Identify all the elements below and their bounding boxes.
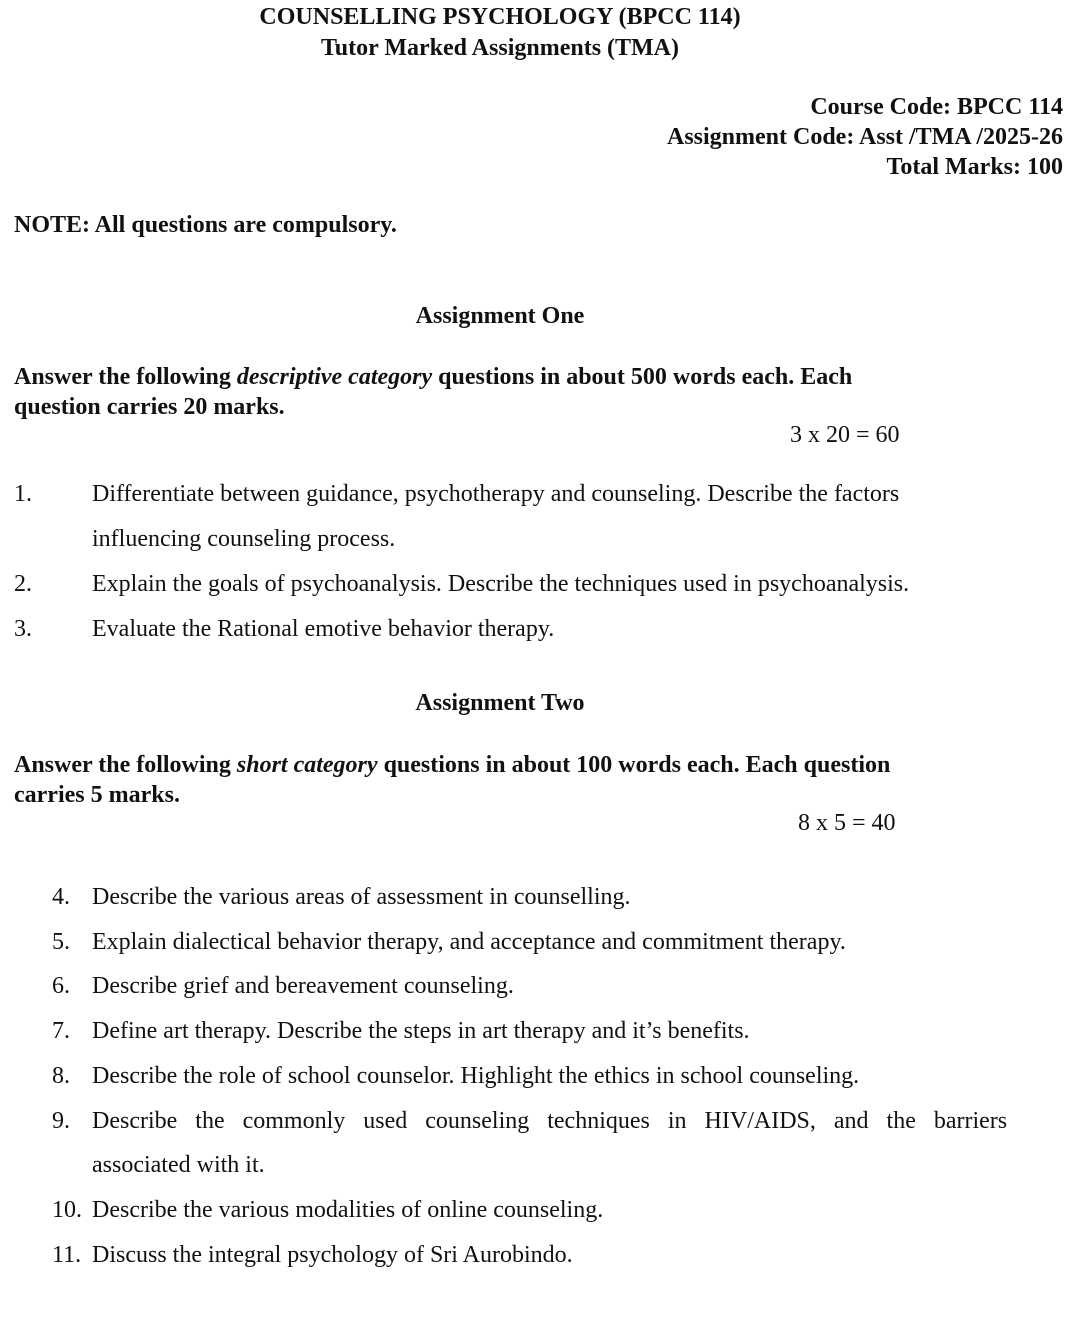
question-number: 5.	[52, 929, 70, 955]
assignment-code: Assignment Code: Asst /TMA /2025-26	[666, 124, 1063, 150]
question-number: 3.	[14, 616, 32, 642]
emphasis-text: descriptive category	[236, 364, 433, 390]
question-text: Define art therapy. Describe the steps in art therapy and it’s benefits.	[92, 1018, 750, 1044]
document-subtitle: Tutor Marked Assignments (TMA)	[320, 35, 680, 61]
question-text-continued: influencing counseling process.	[92, 526, 396, 552]
question-text-continued: associated with it.	[92, 1152, 265, 1178]
question-number: 11.	[52, 1242, 82, 1268]
question-text: Explain dialectical behavior therapy, and acceptance and commitment therapy.	[92, 929, 846, 955]
assignment-one-heading: Assignment One	[415, 303, 585, 329]
question-text: Describe the role of school counselor. Highlight the ethics in school counseling.	[92, 1063, 860, 1089]
assignment-two-heading: Assignment Two	[415, 690, 585, 716]
emphasis-text: short category	[236, 752, 378, 778]
question-number: 6.	[52, 973, 70, 999]
question-number: 1.	[14, 481, 32, 507]
assignment-two-instruction	[14, 750, 994, 810]
instruction-line-1: Answer the following short category questions in about 100 words each. Each question	[14, 752, 891, 778]
question-text: Explain the goals of psychoanalysis. Describe the techniques used in psychoanalysis.	[92, 571, 910, 597]
instruction-line-1: Answer the following descriptive category questions in about 500 words each. Each	[14, 364, 853, 390]
question-text: Evaluate the Rational emotive behavior therapy.	[92, 616, 555, 642]
assignment-one-marks: 3 x 20 = 60	[790, 422, 900, 448]
instruction-line-2: question carries 20 marks.	[14, 394, 285, 420]
assignment-two-marks: 8 x 5 = 40	[798, 810, 896, 836]
instruction-line-2: carries 5 marks.	[14, 782, 180, 808]
total-marks: Total Marks: 100	[886, 154, 1063, 180]
question-text: Describe the commonly used counseling techniques in HIV/AIDS, and the barriers	[92, 1108, 1008, 1134]
question-text: Describe the various areas of assessment in counselling.	[92, 884, 631, 910]
question-number: 2.	[14, 571, 32, 597]
question-number: 10.	[52, 1197, 82, 1223]
question-text: Discuss the integral psychology of Sri Aurobindo.	[92, 1242, 573, 1268]
document-title: COUNSELLING PSYCHOLOGY (BPCC 114)	[259, 4, 741, 30]
assignment-one-instruction	[14, 362, 994, 422]
question-number: 4.	[52, 884, 70, 910]
course-code: Course Code: BPCC 114	[810, 94, 1063, 120]
question-text: Describe grief and bereavement counseling.	[92, 973, 514, 999]
question-text: Describe the various modalities of online counseling.	[92, 1197, 604, 1223]
question-number: 7.	[52, 1018, 70, 1044]
compulsory-note: NOTE: All questions are compulsory.	[14, 212, 397, 238]
question-number: 8.	[52, 1063, 70, 1089]
question-number: 9.	[52, 1108, 70, 1134]
question-text: Differentiate between guidance, psychotherapy and counseling. Describe the factors	[92, 481, 900, 507]
